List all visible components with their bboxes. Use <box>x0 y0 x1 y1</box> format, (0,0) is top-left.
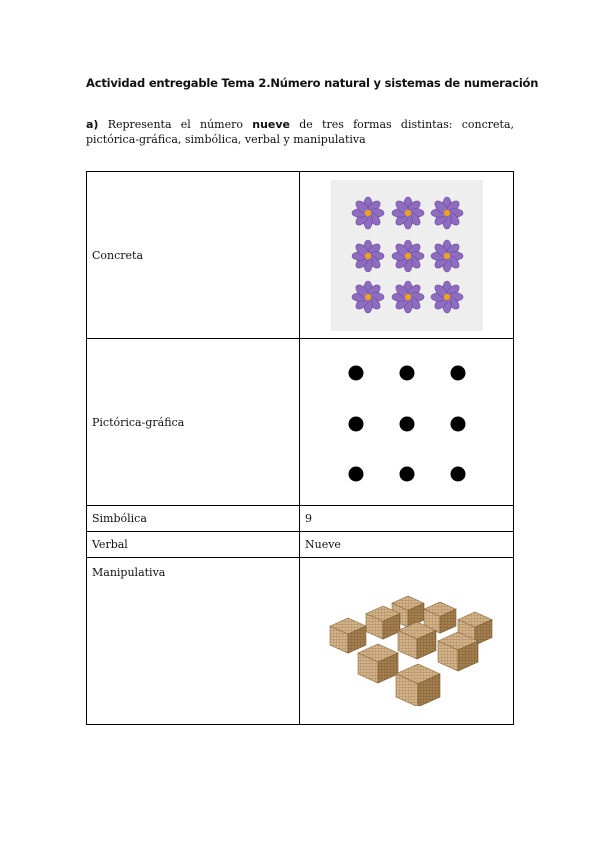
item-letter: a) <box>86 118 99 131</box>
table-row-verbal <box>87 532 514 558</box>
nine-dots-image <box>327 347 487 497</box>
cube-icon <box>358 644 398 683</box>
cube-icon <box>330 618 366 653</box>
instruction-text <box>86 117 514 147</box>
flower-icon <box>431 240 463 272</box>
dot-mark <box>450 366 465 381</box>
dot-mark <box>348 417 363 432</box>
dot-mark <box>348 467 363 482</box>
cell-label-manipulativa: Manipulativa <box>87 558 300 725</box>
cell-label-verbal: Verbal <box>87 532 300 558</box>
dot-mark <box>348 366 363 381</box>
flower-icon <box>392 240 424 272</box>
cell-label-pictorica: Pictórica-gráfica <box>87 339 300 506</box>
instruction-bold-word: nueve <box>252 118 291 131</box>
cell-concreta-image <box>300 172 514 339</box>
table-row-manipulativa <box>87 558 514 725</box>
flower-icon <box>352 240 384 272</box>
cell-label-simbolica: Simbólica <box>87 506 300 532</box>
document-title: Actividad entregable Tema 2.Número natural y sistemas de numeración <box>86 76 539 90</box>
cell-verbal-value: Nueve <box>300 532 514 558</box>
nine-flowers-image <box>331 180 483 331</box>
cell-simbolica-value: 9 <box>300 506 514 532</box>
base-ten-cubes-image <box>312 576 502 706</box>
dot-mark <box>399 366 414 381</box>
flower-icon <box>352 281 384 313</box>
table-row-simbolica <box>87 506 514 532</box>
cube-icon <box>396 664 440 706</box>
flower-icon <box>392 281 424 313</box>
flower-icon <box>431 197 463 229</box>
table-row-pictorica <box>87 339 514 506</box>
flower-icon <box>352 197 384 229</box>
cell-manipulativa-image <box>300 558 514 725</box>
representation-table <box>86 171 514 725</box>
cell-pictorica-image <box>300 339 514 506</box>
instruction-part-2: de tres formas distintas: concreta, pictórica-gráfica, simbólica, verbal y manipulativa <box>86 118 514 146</box>
dot-mark <box>399 467 414 482</box>
cell-label-concreta: Concreta <box>87 172 300 339</box>
flower-icon <box>431 281 463 313</box>
dot-mark <box>450 417 465 432</box>
flower-icon <box>392 197 424 229</box>
dot-mark <box>450 467 465 482</box>
table-row-concreta <box>87 172 514 339</box>
dot-mark <box>399 417 414 432</box>
instruction-part-1: Representa el número <box>98 118 253 131</box>
